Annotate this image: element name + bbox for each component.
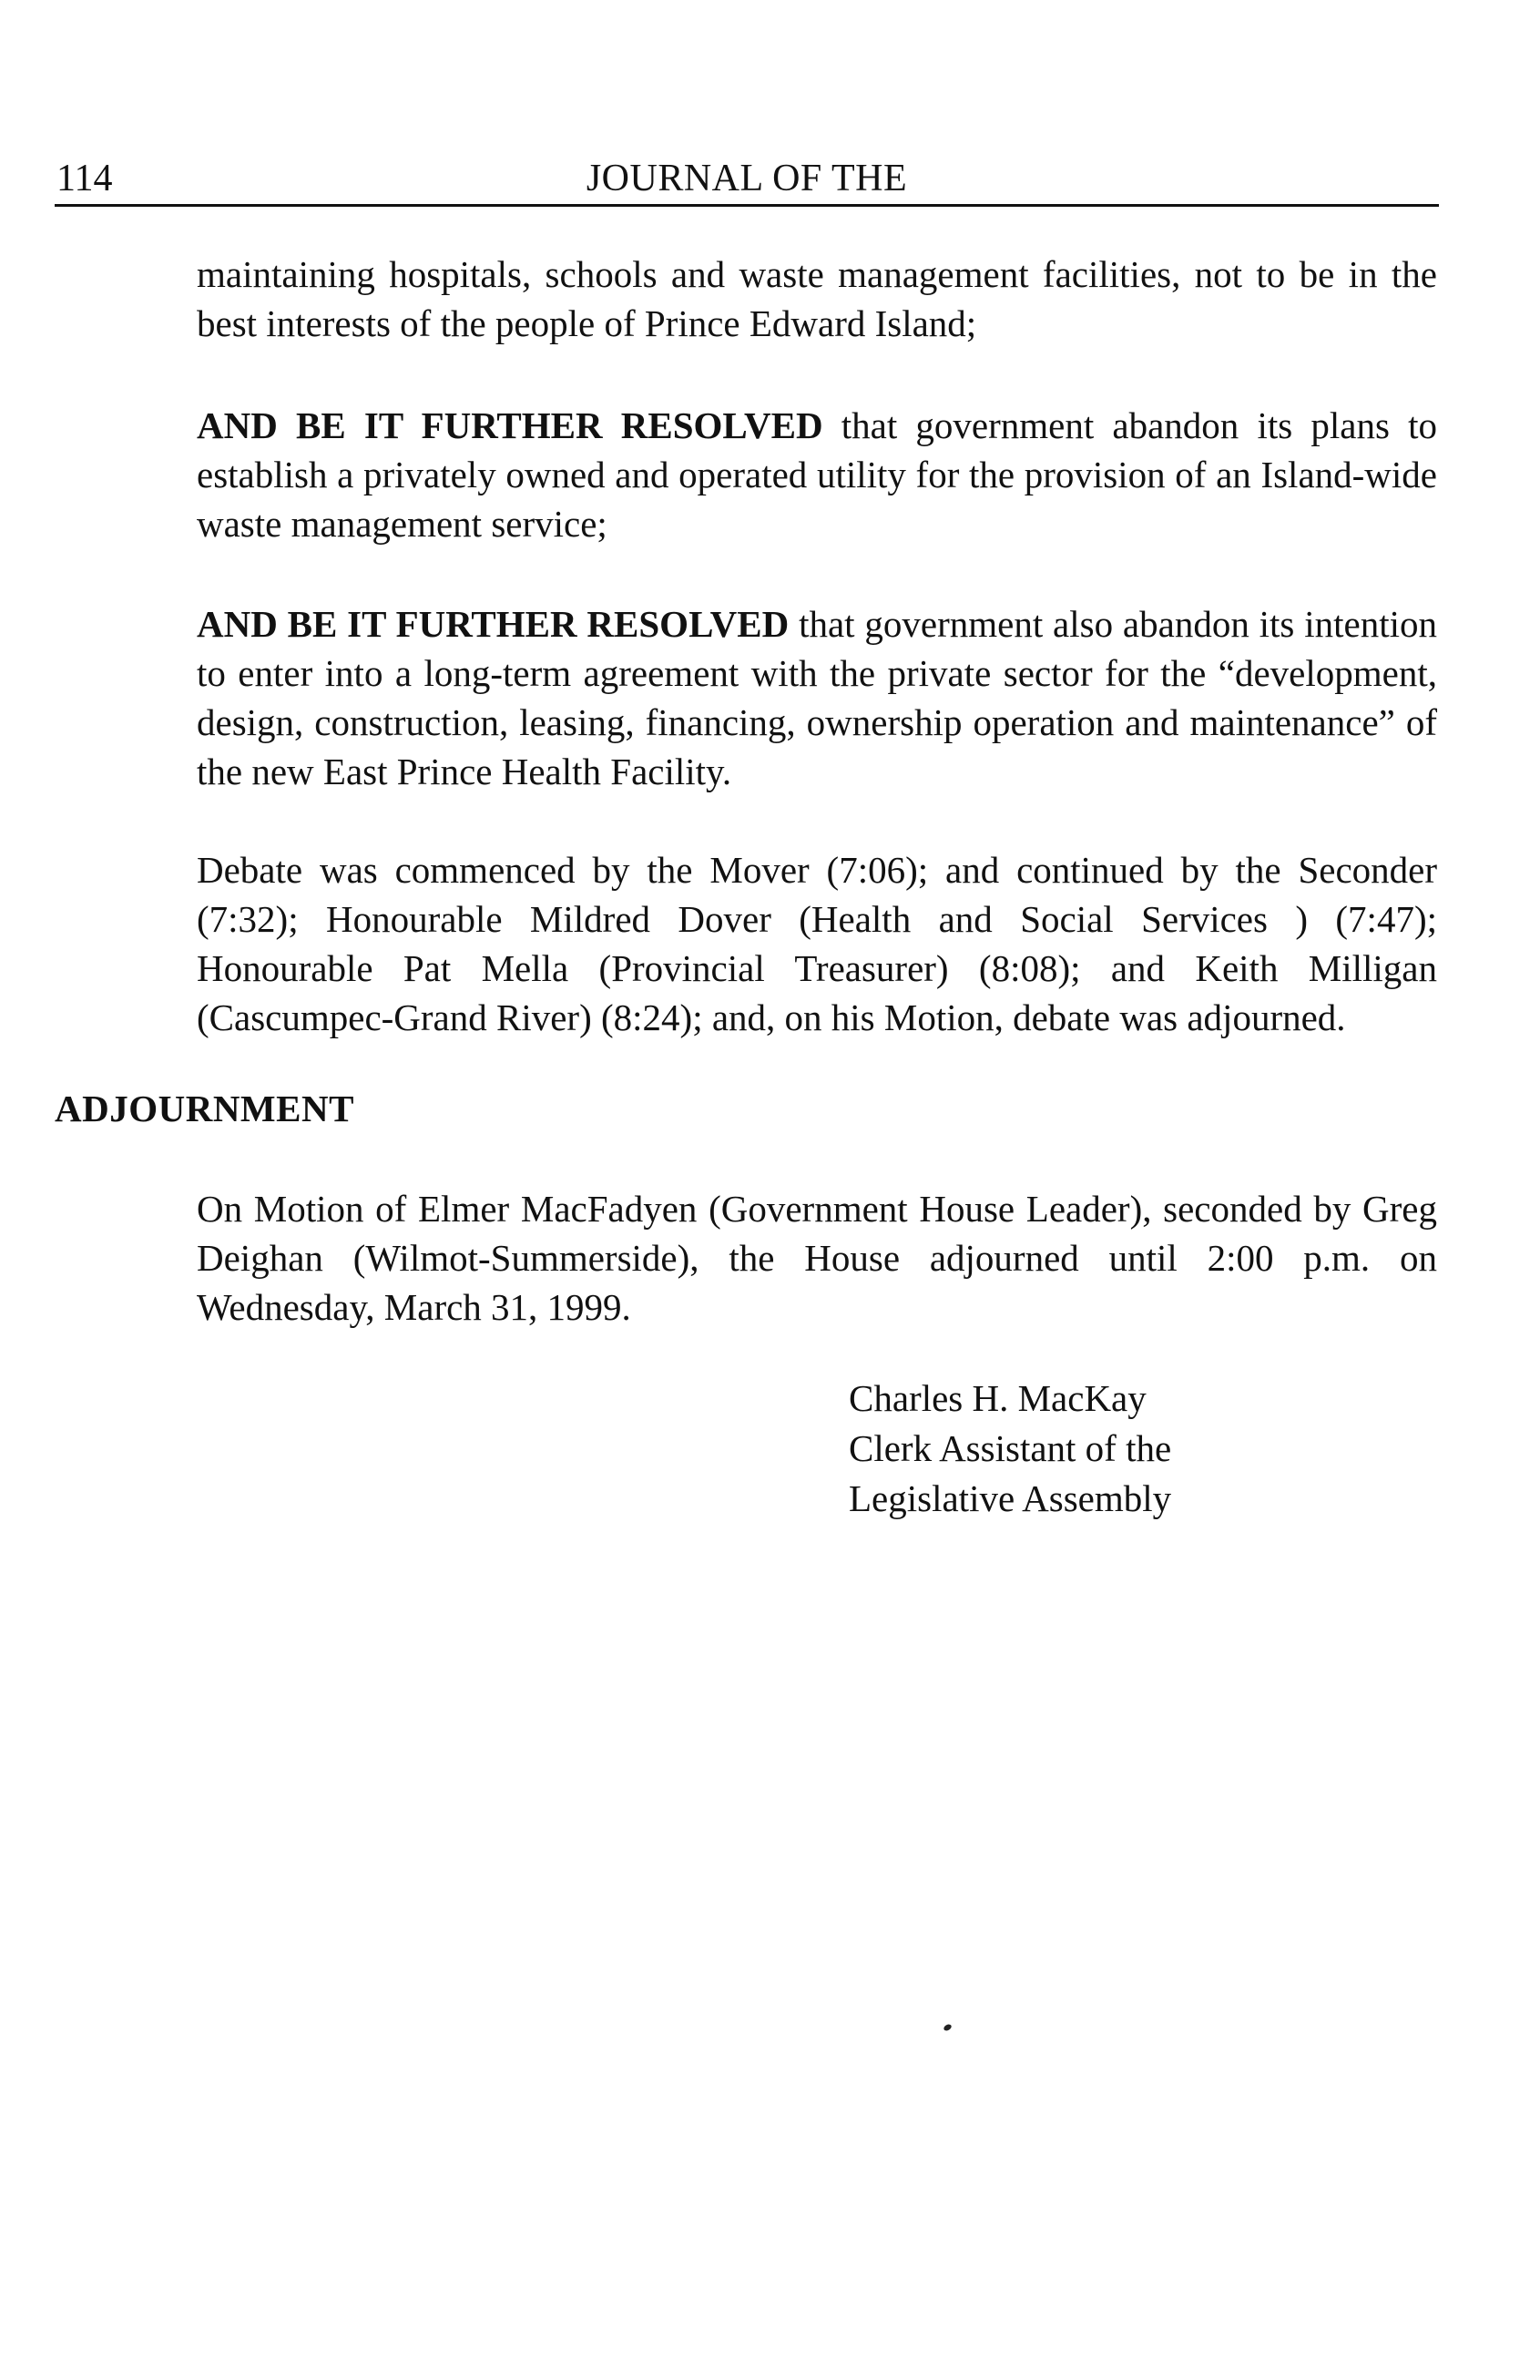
journal-title: JOURNAL OF THE [586,158,908,199]
adjournment-paragraph [197,1184,1437,1332]
debate-paragraph [197,845,1437,1042]
paragraph-text: On Motion of Elmer MacFadyen (Government House Leader), seconded by Greg Deighan (Wilmot-Summerside), the House adjourned until 2:00 p.m. on Wednesday, March 31, 1999. [197,1188,1437,1328]
paragraph-body: that government also abandon its intention to enter into a long-term agreement with the private sector for the “development, design, construction, leasing, financing, ownership operation and maintenance” of the new East Prince Health Facility. [197,603,1437,792]
resolution-paragraph-2 [197,401,1437,548]
adjournment-heading: ADJOURNMENT [55,1088,354,1129]
paragraph-text [197,401,1437,548]
signature-title-line-1: Clerk Assistant of the [849,1427,1172,1469]
ink-speck [943,2023,953,2032]
resolved-keyword: AND BE IT FURTHER RESOLVED [197,404,823,446]
signature-block [849,1374,1171,1524]
paragraph-text: Debate was commenced by the Mover (7:06); and continued by the Seconder (7:32); Honourable Mildred Dover (Health and Social Services ) (7:47); Honourable Pat Mella (Provincial Treasurer) (8:08); and Keith Milligan (Cascumpec-Grand River) (8:24); and, on his Motion, debate was adjourned. [197,849,1437,1038]
page-number: 114 [56,158,113,199]
signature-name: Charles H. MacKay [849,1377,1147,1419]
paragraph-text [197,599,1437,796]
resolved-keyword: AND BE IT FURTHER RESOLVED [197,603,790,645]
running-head [55,157,1439,207]
signature-title-line-2: Legislative Assembly [849,1477,1172,1519]
paragraph-body: that government abandon its plans to establish a privately owned and operated utility for the provision of an Island-wide waste management service; [197,404,1437,545]
paragraph-text: maintaining hospitals, schools and waste management facilities, not to be in the best interests of the people of Prince Edward Island; [197,253,1437,344]
resolution-paragraph-3 [197,599,1437,796]
resolution-paragraph-1 [197,250,1437,348]
